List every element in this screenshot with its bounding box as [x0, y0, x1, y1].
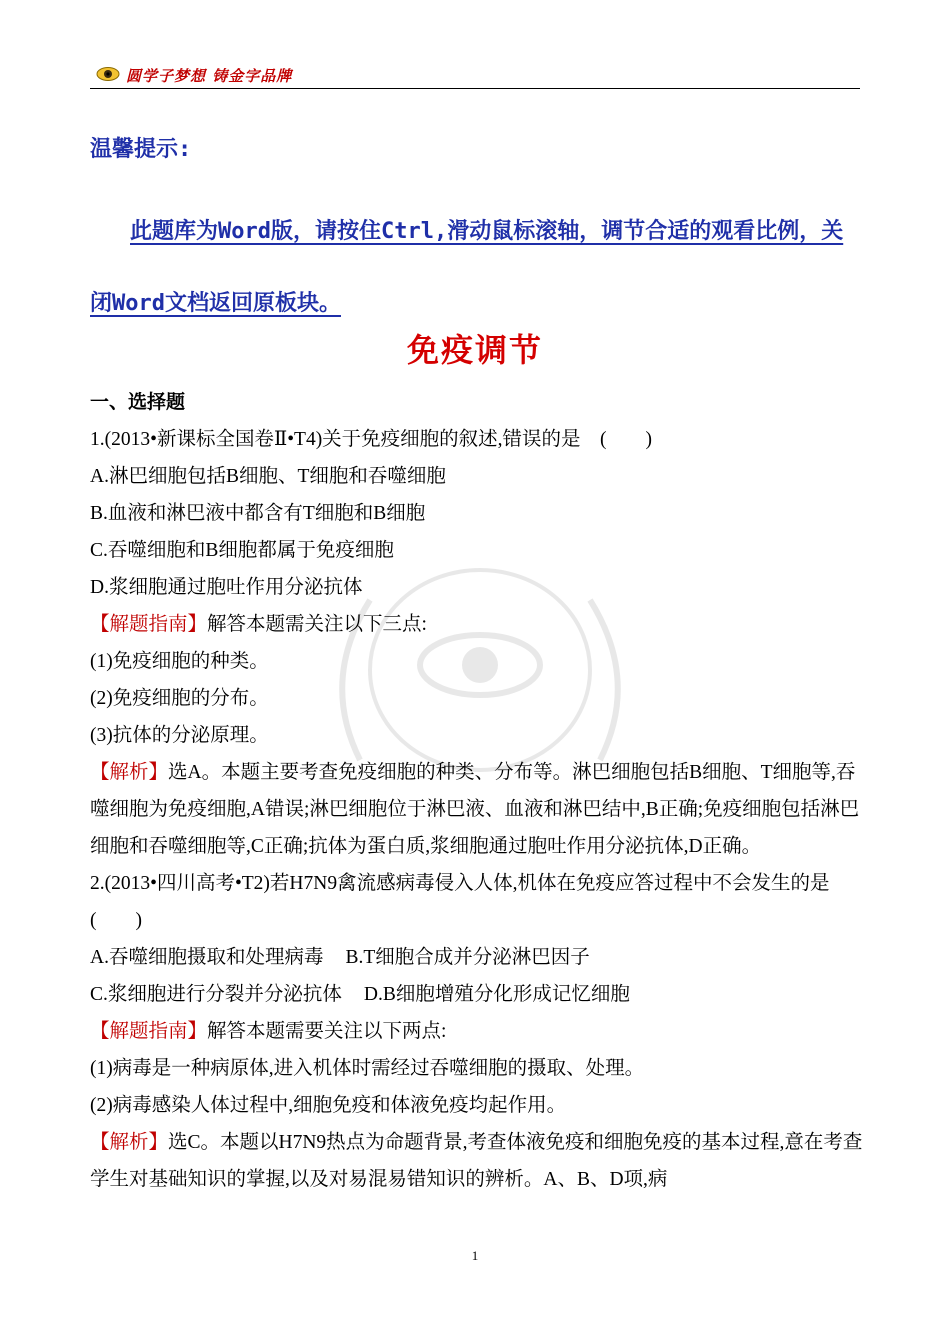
q1-option-d: D.浆细胞通过胞吐作用分泌抗体	[90, 577, 363, 598]
q2-guide-point-2: (2)病毒感染人体过程中,细胞免疫和体液免疫均起作用。	[90, 1095, 567, 1116]
q1-analysis-tag: 【解析】	[90, 762, 169, 783]
q1-analysis-text: 选A。本题主要考查免疫细胞的种类、分布等。淋巴细胞包括B细胞、T细胞等,吞噬细胞为免疫细胞,A错误;淋巴细胞位于淋巴液、血液和淋巴结中,B正确;免疫细胞包括淋巴细胞和吞噬细胞等,C正确;抗体为蛋白质,浆细胞通过胞吐作用分泌抗体,D正确。	[90, 762, 860, 857]
content	[90, 384, 865, 1198]
q2-option-a: A.吞噬细胞摄取和处理病毒	[90, 947, 324, 968]
q1-guide-point-1: (1)免疫细胞的种类。	[90, 651, 269, 672]
q2-analysis-text: 选C。本题以H7N9热点为命题背景,考查体液免疫和细胞免疫的基本过程,意在考查学生对基础知识的掌握,以及对易混易错知识的辨析。A、B、D项,病	[90, 1132, 863, 1190]
q1-guide-text: 解答本题需关注以下三点:	[207, 614, 427, 635]
q2-analysis-tag: 【解析】	[90, 1132, 169, 1153]
q2-option-c: C.浆细胞进行分裂并分泌抗体	[90, 984, 342, 1005]
q1-stem: 1.(2013•新课标全国卷Ⅱ•T4)关于免疫细胞的叙述,错误的是 ( )	[90, 429, 653, 450]
q2-options-ab	[90, 939, 865, 976]
tip-link[interactable]	[90, 196, 862, 340]
tip-link-text[interactable]: 此题库为Word版，请按住Ctrl,滑动鼠标滚轴，调节合适的观看比例，关闭Word文档返回原板块。	[90, 219, 844, 316]
page-header	[90, 62, 860, 89]
q1-option-a: A.淋巴细胞包括B细胞、T细胞和吞噬细胞	[90, 466, 446, 487]
q1-option-b: B.血液和淋巴液中都含有T细胞和B细胞	[90, 503, 426, 524]
page-number: 1	[471, 1248, 479, 1263]
q2-stem: 2.(2013•四川高考•T2)若H7N9禽流感病毒侵入人体,机体在免疫应答过程中不会发生的是 ( )	[90, 873, 849, 931]
document-title: 免疫调节	[406, 331, 543, 369]
section-heading: 一、选择题	[90, 391, 186, 413]
q2-guide-point-1: (1)病毒是一种病原体,进入机体时需经过吞噬细胞的摄取、处理。	[90, 1058, 645, 1079]
q2-guide-tag: 【解题指南】	[90, 1021, 208, 1042]
q1-analysis	[90, 754, 865, 865]
q2-option-b: B.T细胞合成并分泌淋巴因子	[345, 947, 590, 968]
q2-guide	[90, 1013, 865, 1050]
tip-title: 温馨提示:	[90, 137, 192, 162]
q1-guide-point-2: (2)免疫细胞的分布。	[90, 688, 269, 709]
q1-guide-point-3: (3)抗体的分泌原理。	[90, 725, 269, 746]
eye-logo-icon	[96, 66, 120, 82]
q2-guide-text: 解答本题需要关注以下两点:	[207, 1021, 447, 1042]
q1-guide	[90, 606, 865, 643]
q1-guide-tag: 【解题指南】	[90, 614, 208, 635]
q2-options-cd	[90, 976, 865, 1013]
q2-analysis	[90, 1124, 865, 1198]
header-slogan: 圆学子梦想 铸金字品牌	[126, 67, 293, 85]
q2-option-d: D.B细胞增殖分化形成记忆细胞	[363, 984, 630, 1005]
q1-option-c: C.吞噬细胞和B细胞都属于免疫细胞	[90, 540, 394, 561]
